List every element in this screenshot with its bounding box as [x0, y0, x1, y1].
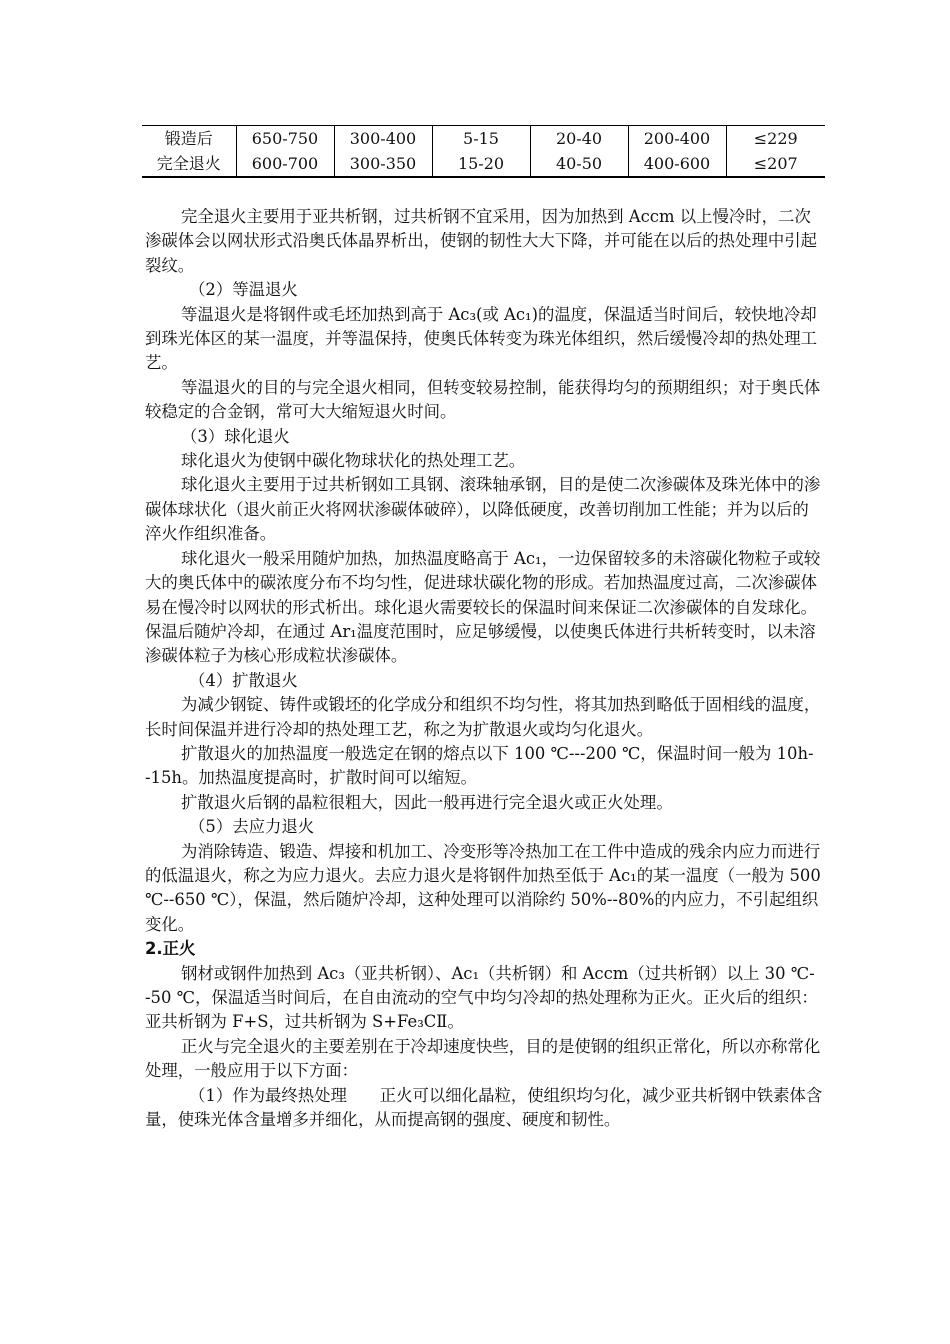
- subsection-heading: （2）等温退火: [189, 280, 298, 300]
- table-cell: 650-750 600-700: [236, 126, 334, 178]
- body-text: [145, 205, 825, 1132]
- table-cell: 锻造后 完全退火: [142, 126, 236, 178]
- paragraph: 扩散退火的加热温度一般选定在钢的熔点以下 100 ℃---200 ℃，保温时间一般为 10h--15h。加热温度提高时，扩散时间可以缩短。: [145, 743, 814, 788]
- table-cell: 300-400 300-350: [334, 126, 432, 178]
- paragraph: 扩散退火后钢的晶粒很粗大，因此一般再进行完全退火或正火处理。: [181, 792, 673, 812]
- paragraph: 等温退火的目的与完全退火相同，但转变较易控制，能获得均匀的预期组织；对于奥氏体较稳定的合金钢，常可大大缩短退火时间。: [145, 377, 821, 422]
- paragraph: 球化退火为使钢中碳化物球状化的热处理工艺。: [181, 451, 526, 471]
- table-row: [142, 126, 825, 178]
- paragraph: 为减少钢锭、铸件或锻坯的化学成分和组织不均匀性，将其加热到略低于固相线的温度，长时间保温并进行冷却的热处理工艺，称之为扩散退火或均匀化退火。: [145, 695, 821, 739]
- table-cell: 20-40 40-50: [530, 126, 628, 178]
- paragraph: 球化退火一般采用随炉加热，加热温度略高于 Ac₁，一边保留较多的未溶碳化物粒子或较大的奥氏体中的碳浓度分布不均匀性，促进球状碳化物的形成。若加热温度过高，二次渗碳体易在慢冷时以网状的形式析出。球化退火需要较长的保温时间来保证二次渗碳体的自发球化。保温后随炉冷却，在通过 Ar₁温度范围时，应足够缓慢，以使奥氏体进行共析转变时，以未溶渗碳体粒子为核心形成粒状渗碳体。: [145, 548, 821, 666]
- paragraph: 等温退火是将钢件或毛坯加热到高于 Ac₃(或 Ac₁)的温度，保温适当时间后，较快地冷却到珠光体区的某一温度，并等温保持，使奥氏体转变为珠光体组织，然后缓慢冷却的热处理工艺。: [145, 304, 818, 373]
- section-heading: 2.正火: [145, 939, 196, 959]
- table-cell: ≤229 ≤207: [726, 126, 825, 178]
- table-cell: 200-400 400-600: [628, 126, 726, 178]
- paragraph: （3）球化退火: [181, 426, 290, 446]
- annealing-table: [142, 125, 825, 178]
- paragraph: 完全退火主要用于亚共析钢，过共析钢不宜采用，因为加热到 Accm 以上慢冷时，二次渗碳体会以网状形式沿奥氏体晶界析出，使钢的韧性大大下降，并可能在以后的热处理中引起裂纹。: [145, 207, 818, 275]
- table-body: [142, 126, 825, 178]
- subsection-heading: （1）作为最终热处理 正火可以细化晶粒，使组织均匀化，减少亚共析钢中铁素体含量，使珠光体含量增多并细化，从而提高钢的强度、硬度和韧性。: [145, 1085, 823, 1130]
- subsection-heading: （4）扩散退火: [189, 670, 298, 690]
- subsection-heading: （5）去应力退火: [189, 817, 315, 837]
- table-cell: 5-15 15-20: [432, 126, 530, 178]
- paragraph: 钢材或钢件加热到 Ac₃（亚共析钢）、Ac₁（共析钢）和 Accm（过共析钢）以上 30 ℃--50 ℃，保温适当时间后，在自由流动的空气中均匀冷却的热处理称为正火。正火后的组织：亚共析钢为 F+S，过共析钢为 S+Fe₃CⅡ。: [145, 963, 818, 1032]
- paragraph: 球化退火主要用于过共析钢如工具钢、滚珠轴承钢，目的是使二次渗碳体及珠光体中的渗碳体球状化（退火前正火将网状渗碳体破碎），以降低硬度，改善切削加工性能；并为以后的淬火作组织准备。: [145, 475, 821, 544]
- paragraph: 为消除铸造、锻造、焊接和机加工、冷变形等冷热加工在工件中造成的残余内应力而进行的低温退火，称之为应力退火。去应力退火是将钢件加热至低于 Ac₁的某一温度（一般为 500 ℃--650 ℃），保温，然后随炉冷却，这种处理可以消除约 50%--80%的内应力，不引起组织变化。: [145, 841, 821, 934]
- paragraph: 正火与完全退火的主要差别在于冷却速度快些，目的是使钢的组织正常化，所以亦称常化处理，一般应用于以下方面：: [145, 1036, 821, 1081]
